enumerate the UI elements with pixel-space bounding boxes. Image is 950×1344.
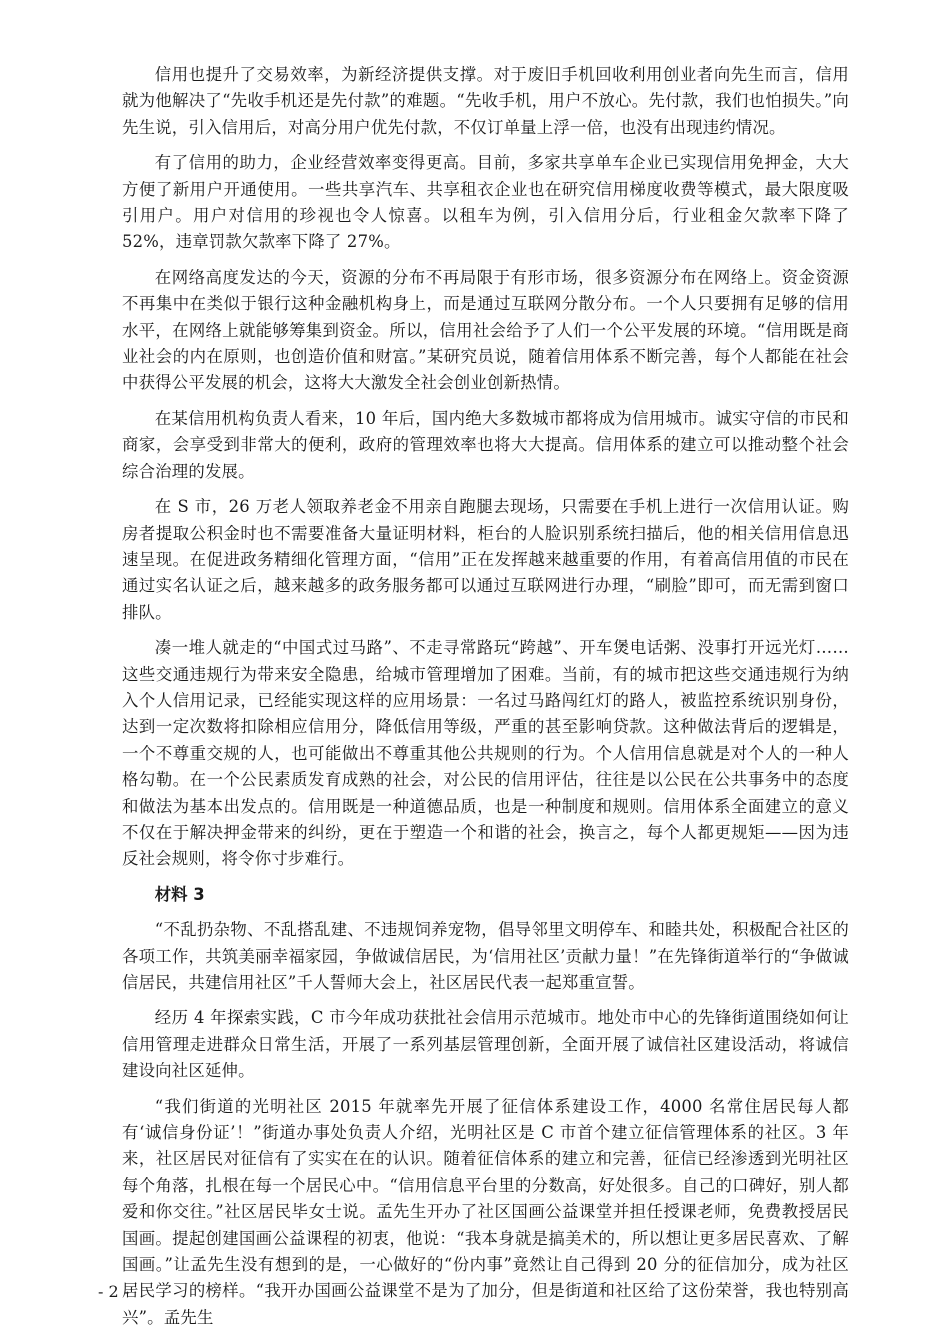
paragraph: “我们街道的光明社区 2015 年就率先开展了征信体系建设工作，4000 名常住居民每人都有‘诚信身份证’！”街道办事处负责人介绍，光明社区是 C 市首个建立征信管理体系的社区。3 年来，社区居民对征信有了实实在在的认识。随着征信体系的建立和完善，征信已经渗透到光明社区每个角落，扎根在每一个居民心中。“信用信息平台里的分数高，好处很多。自己的口碑好，别人都爱和你交往。”社区居民毕女士说。孟先生开办了社区国画公益课堂并担任授课老师，免费教授居民国画。提起创建国画公益课程的初衷，他说：“我本身就是搞美术的，所以想让更多居民喜欢、了解国画。”让孟先生没有想到的是，一心做好的“份内事”竟然让自己得到 20 分的征信加分，成为社区居民学习的榜样。“我开办国画公益课堂不是为了加分，但是街道和社区给了这份荣誉，我也特别高兴”。孟先生 — [122, 1096, 849, 1327]
paragraph: 经历 4 年探索实践，C 市今年成功获批社会信用示范城市。地处市中心的先锋街道围绕如何让信用管理走进群众日常生活，开展了一系列基层管理创新，全面开展了诚信社区建设活动，将诚信建设向社区延伸。 — [122, 1008, 849, 1081]
paragraph: 有了信用的助力，企业经营效率变得更高。目前，多家共享单车企业已实现信用免押金，大大方便了新用户开通使用。一些共享汽车、共享租衣企业也在研究信用梯度收费等模式，最大限度吸引用户。用户对信用的珍视也令人惊喜。以租车为例，引入信用分后，行业租金欠款率下降了 52%，违章罚款欠款率下降了 27%。 — [122, 153, 849, 252]
document-body — [122, 62, 849, 1340]
paragraph: 在 S 市，26 万老人领取养老金不用亲自跑腿去现场，只需要在手机上进行一次信用认证。购房者提取公积金时也不需要准备大量证明材料，柜台的人脸识别系统扫描后，他的相关信用信息迅速呈现。在促进政务精细化管理方面，“信用”正在发挥越来越重要的作用，有着高信用值的市民在通过实名认证之后，越来越多的政务服务都可以通过互联网进行办理，“刷脸”即可，而无需到窗口排队。 — [122, 497, 849, 622]
paragraph: 凑一堆人就走的“中国式过马路”、不走寻常路玩“跨越”、开车煲电话粥、没事打开远光灯……这些交通违规行为带来安全隐患，给城市管理增加了困难。当前，有的城市把这些交通违规行为纳入个人信用记录，已经能实现这样的应用场景：一名过马路闯红灯的路人，被监控系统识别身份，达到一定次数将扣除相应信用分，降低信用等级，严重的甚至影响贷款。这种做法背后的逻辑是，一个不尊重交规的人，也可能做出不尊重其他公共规则的行为。个人信用信息就是对个人的一种人格勾勒。在一个公民素质发育成熟的社会，对公民的信用评估，往往是以公民在公共事务中的态度和做法为基本出发点的。信用既是一种道德品质，也是一种制度和规则。信用体系全面建立的意义不仅在于解决押金带来的纠纷，更在于塑造一个和谐的社会，换言之，每个人都更规矩——因为违反社会规则，将令你寸步难行。 — [122, 638, 849, 869]
paragraph: 在某信用机构负责人看来，10 年后，国内绝大多数城市都将成为信用城市。诚实守信的市民和商家，会享受到非常大的便利，政府的管理效率也将大大提高。信用体系的建立可以推动整个社会综合治理的发展。 — [122, 408, 849, 481]
page-number: - 2 - — [98, 1282, 130, 1301]
paragraph: 在网络高度发达的今天，资源的分布不再局限于有形市场，很多资源分布在网络上。资金资源不再集中在类似于银行这种金融机构身上，而是通过互联网分散分布。一个人只要拥有足够的信用水平，在网络上就能够筹集到资金。所以，信用社会给予了人们一个公平发展的环境。“信用既是商业社会的内在原则，也创造价值和财富。”某研究员说，随着信用体系不断完善，每个人都能在社会中获得公平发展的机会，这将大大激发全社会创业创新热情。 — [122, 267, 849, 393]
paragraph: 信用也提升了交易效率，为新经济提供支撑。对于废旧手机回收利用创业者向先生而言，信用就为他解决了“先收手机还是先付款”的难题。“先收手机，用户不放心。先付款，我们也怕损失。”向先生说，引入信用后，对高分用户优先付款，不仅订单量上浮一倍，也没有出现违约情况。 — [122, 65, 849, 137]
paragraph: “不乱扔杂物、不乱搭乱建、不违规饲养宠物，倡导邻里文明停车、和睦共处，积极配合社区的各项工作，共筑美丽幸福家园，争做诚信居民，为‘信用社区’贡献力量！”在先锋街道举行的“争做诚信居民，共建信用社区”千人誓师大会上，社区居民代表一起郑重宣誓。 — [122, 920, 849, 992]
section-heading: 材料 3 — [154, 884, 205, 904]
